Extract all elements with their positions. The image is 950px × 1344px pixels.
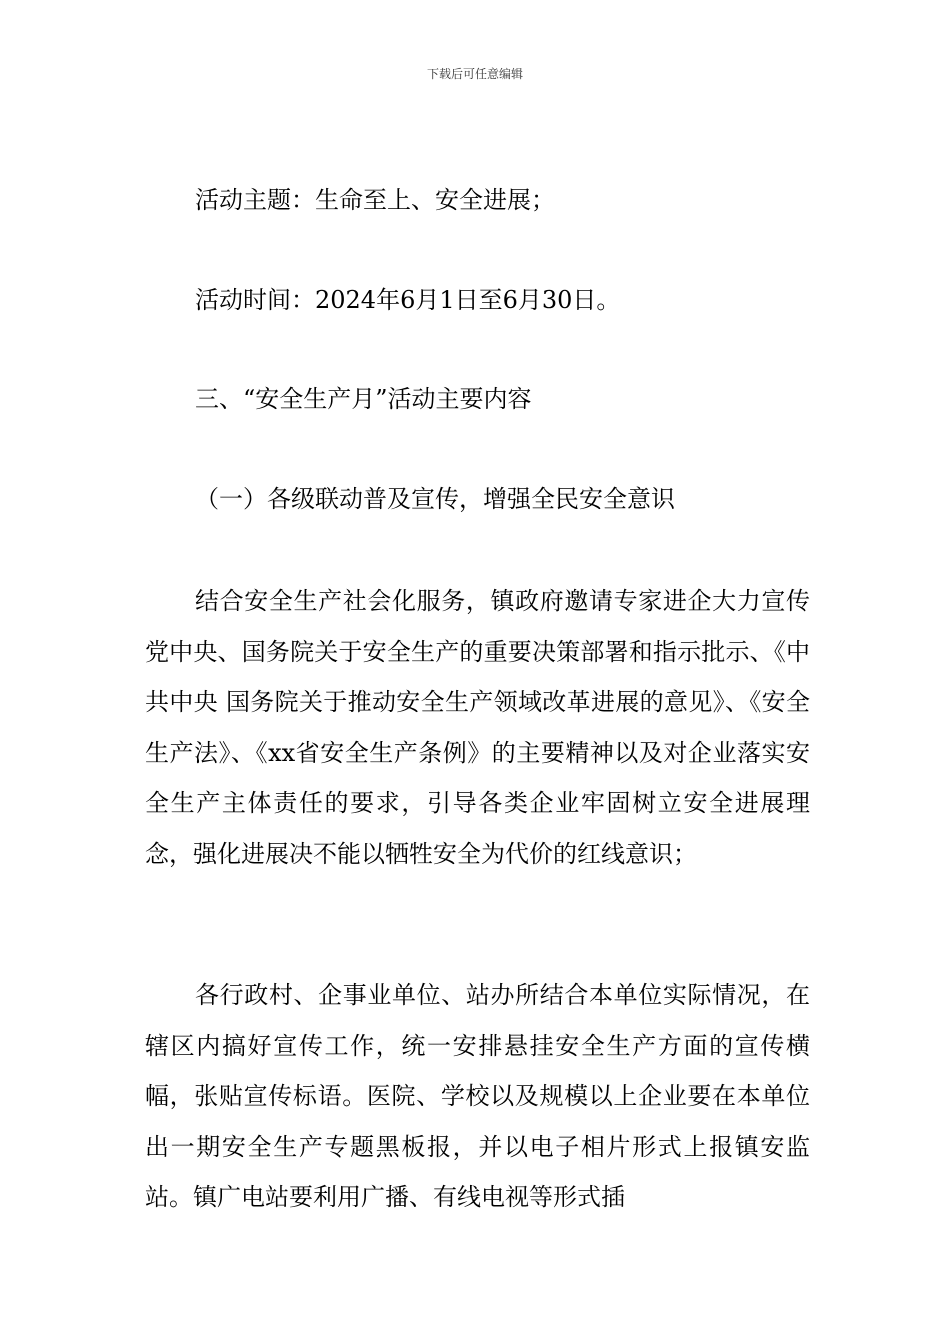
section-heading: 三、“安全生产月”活动主要内容 [195,385,532,413]
body-paragraph-1: 结合安全生产社会化服务，镇政府邀请专家进企大力宣传党中央、国务院关于安全生产的重要决策部署和指示批示、《中共中央 国务院关于推动安全生产领域改革进展的意见》、《安全生产法》、《xx省安全生产条例》的主要精神以及对企业落实安全生产主体责任的要求，引导各类企业牢固树立安全进展理念，强化进展决不能以牺牲安全为代价的红线意识； [145,587,810,868]
activity-theme-line: 活动主题：生命至上、安全进展； [195,186,555,214]
body-paragraph-2: 各行政村、企事业单位、站办所结合本单位实际情况，在辖区内搞好宣传工作，统一安排悬挂安全生产方面的宣传横幅，张贴宣传标语。医院、学校以及规模以上企业要在本单位出一期安全生产专题黑板报，并以电子相片形式上报镇安监站。镇广电站要利用广播、有线电视等形式插 [145,981,810,1212]
activity-time-line: 活动时间：2024年6月1日至6月30日。 [195,286,621,314]
subsection-heading: （一）各级联动普及宣传，增强全民安全意识 [195,485,675,513]
page-header-note: 下载后可任意编辑 [426,67,523,81]
